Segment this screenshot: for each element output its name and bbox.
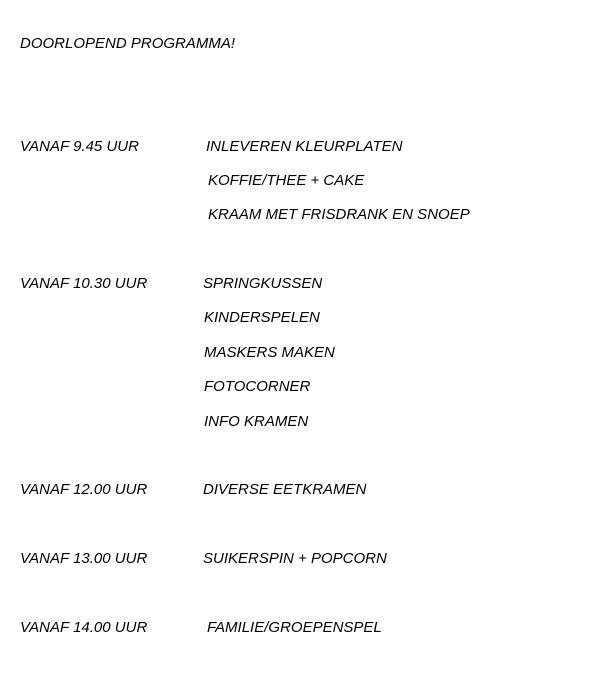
- activity-item: KINDERSPELEN: [204, 309, 320, 326]
- activity-item: INFO KRAMEN: [204, 413, 309, 430]
- activity-item: INLEVEREN KLEURPLATEN: [206, 138, 403, 155]
- time-label: VANAF 14.00 UUR: [20, 619, 148, 636]
- activity-item: KOFFIE/THEE + CAKE: [208, 172, 365, 189]
- time-label: VANAF 12.00 UUR: [20, 481, 148, 498]
- time-label: VANAF 13.00 UUR: [20, 550, 148, 567]
- activity-item: SPRINGKUSSEN: [203, 275, 323, 292]
- activity-item: FOTOCORNER: [204, 378, 311, 395]
- activity-item: MASKERS MAKEN: [204, 344, 335, 361]
- page-title: DOORLOPEND PROGRAMMA!: [20, 35, 236, 52]
- activity-item: KRAAM MET FRISDRANK EN SNOEP: [208, 206, 470, 223]
- time-label: VANAF 10.30 UUR: [20, 275, 148, 292]
- activity-item: DIVERSE EETKRAMEN: [203, 481, 367, 498]
- time-label: VANAF 9.45 UUR: [20, 138, 139, 155]
- activity-item: FAMILIE/GROEPENSPEL: [207, 619, 382, 636]
- activity-item: SUIKERSPIN + POPCORN: [203, 550, 387, 567]
